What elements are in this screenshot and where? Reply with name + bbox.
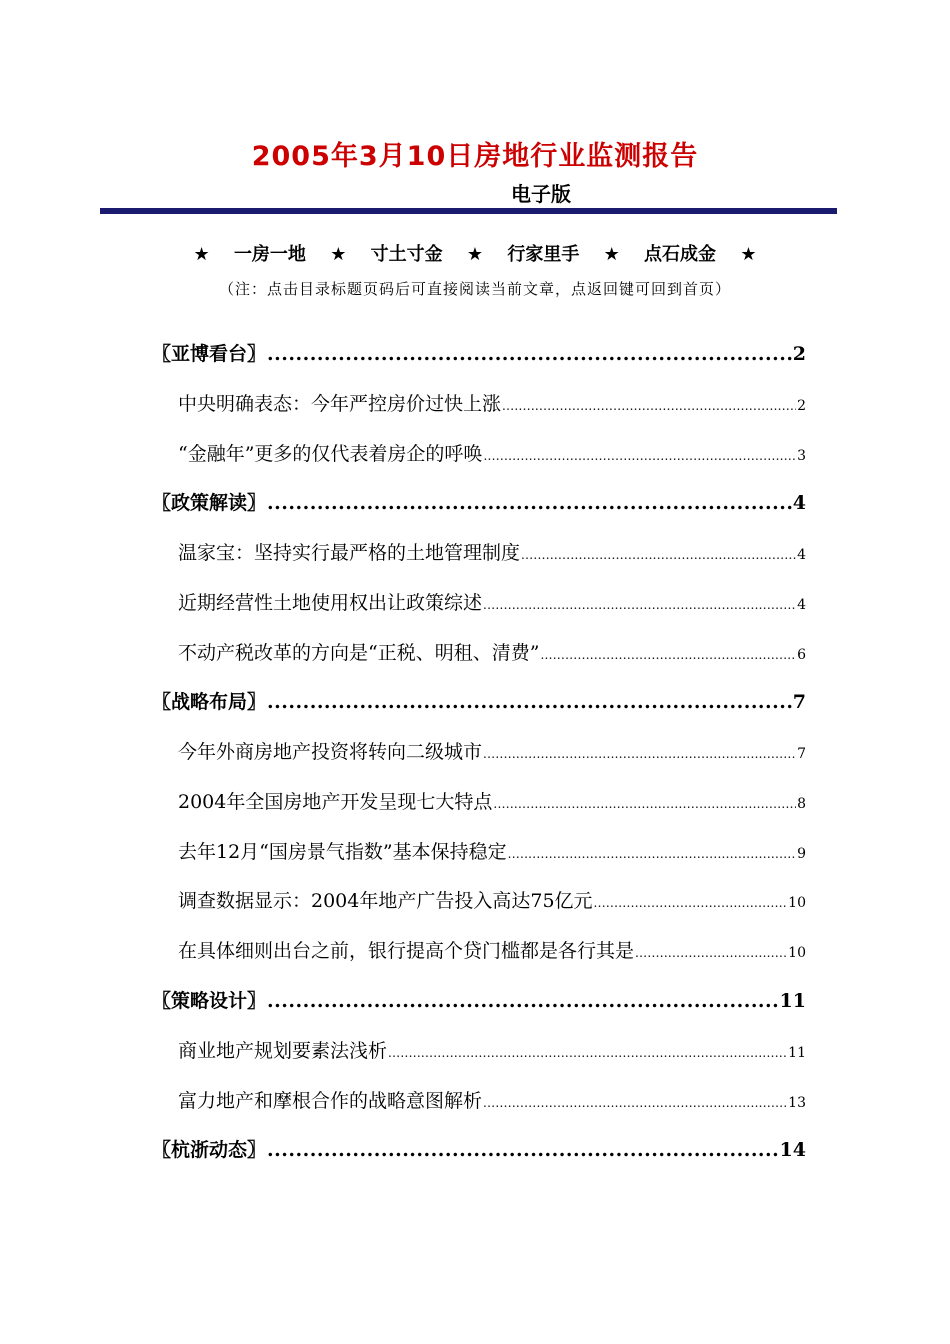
toc-label: 〖战略布局〗 bbox=[152, 691, 267, 713]
toc-page-link[interactable]: 4 bbox=[797, 547, 806, 563]
toc-article-entry[interactable] bbox=[178, 638, 806, 665]
toc-page-link[interactable]: 9 bbox=[797, 846, 806, 862]
header-divider bbox=[100, 208, 837, 214]
toc-page-link[interactable]: 2 bbox=[797, 398, 806, 414]
toc-section-entry[interactable] bbox=[152, 339, 806, 366]
toc-leader bbox=[388, 1046, 787, 1060]
toc-leader bbox=[267, 1139, 779, 1161]
toc-label: “金融年”更多的仅代表着房企的呼唤 bbox=[178, 443, 483, 465]
navigation-note: （注：点击目录标题页码后可直接阅读当前文章，点返回键可回到首页） bbox=[218, 280, 731, 298]
toc-label: 今年外商房地产投资将转向二级城市 bbox=[178, 741, 483, 763]
toc-label: 不动产税改革的方向是“正税、明租、清费” bbox=[178, 642, 540, 664]
toc-leader bbox=[483, 1096, 787, 1110]
star-icon: ★ bbox=[466, 244, 484, 265]
toc-page-link[interactable]: 14 bbox=[779, 1139, 806, 1161]
star-icon: ★ bbox=[330, 244, 347, 265]
toc-label: 〖亚博看台〗 bbox=[152, 343, 267, 365]
star-icon: ★ bbox=[603, 244, 620, 265]
toc-leader bbox=[267, 691, 792, 713]
toc-page-link[interactable]: 13 bbox=[788, 1095, 806, 1111]
toc-section-entry[interactable] bbox=[152, 986, 806, 1013]
toc-leader bbox=[540, 648, 796, 662]
toc-label: 富力地产和摩根合作的战略意图解析 bbox=[178, 1090, 483, 1112]
toc-article-entry[interactable] bbox=[178, 439, 806, 466]
toc-label: 近期经营性土地使用权出让政策综述 bbox=[178, 592, 483, 614]
motto-phrase: 行家里手 bbox=[507, 244, 580, 265]
toc-label: 在具体细则出台之前，银行提高个贷门槛都是各行其是 bbox=[178, 940, 635, 962]
toc-section-entry[interactable] bbox=[152, 488, 806, 515]
toc-article-entry[interactable] bbox=[178, 936, 806, 963]
toc-leader bbox=[267, 343, 792, 365]
motto-line bbox=[0, 240, 950, 266]
toc-section-entry[interactable] bbox=[152, 1135, 806, 1162]
star-icon: ★ bbox=[193, 244, 210, 265]
toc-label: 商业地产规划要素法浅析 bbox=[178, 1040, 388, 1062]
toc-page-link[interactable]: 2 bbox=[792, 343, 806, 365]
toc-article-entry[interactable] bbox=[178, 837, 806, 864]
toc-page-link[interactable]: 8 bbox=[797, 796, 806, 812]
toc-leader bbox=[483, 598, 796, 612]
toc-leader bbox=[483, 449, 796, 463]
toc-label: 〖策略设计〗 bbox=[152, 990, 267, 1012]
toc-article-entry[interactable] bbox=[178, 787, 806, 814]
toc-article-entry[interactable] bbox=[178, 1086, 806, 1113]
report-title: 2005年3月10日房地行业监测报告 bbox=[251, 141, 699, 172]
report-subtitle: 电子版 bbox=[511, 182, 571, 206]
toc-leader bbox=[508, 847, 796, 861]
toc-leader bbox=[594, 896, 788, 910]
toc-page-link[interactable]: 7 bbox=[792, 691, 806, 713]
toc-label: 2004年全国房地产开发呈现七大特点 bbox=[178, 791, 493, 813]
toc-leader bbox=[267, 492, 792, 514]
toc-page-link[interactable]: 4 bbox=[797, 597, 806, 613]
motto-phrase: 一房一地 bbox=[233, 244, 306, 265]
toc-page-link[interactable]: 3 bbox=[797, 448, 806, 464]
toc-page-link[interactable]: 7 bbox=[797, 746, 806, 762]
toc-leader bbox=[483, 747, 796, 761]
toc-page-link[interactable]: 10 bbox=[788, 945, 806, 961]
toc-article-entry[interactable] bbox=[178, 389, 806, 416]
toc-leader bbox=[635, 946, 787, 960]
toc-leader bbox=[267, 990, 779, 1012]
toc-leader bbox=[493, 797, 796, 811]
toc-page-link[interactable]: 11 bbox=[779, 990, 806, 1012]
toc-label: 中央明确表态：今年严控房价过快上涨 bbox=[178, 393, 502, 415]
toc-label: 去年12月“国房景气指数”基本保持稳定 bbox=[178, 841, 507, 863]
toc-page-link[interactable]: 11 bbox=[788, 1045, 806, 1061]
toc-article-entry[interactable] bbox=[178, 538, 806, 565]
toc-article-entry[interactable] bbox=[178, 588, 806, 615]
toc-article-entry[interactable] bbox=[178, 1036, 806, 1063]
toc-leader bbox=[521, 548, 796, 562]
toc-article-entry[interactable] bbox=[178, 737, 806, 764]
toc-label: 调查数据显示：2004年地产广告投入高达75亿元 bbox=[178, 890, 593, 912]
star-icon: ★ bbox=[740, 244, 757, 265]
motto-phrase: 点石成金 bbox=[644, 244, 717, 265]
toc-label: 温家宝：坚持实行最严格的土地管理制度 bbox=[178, 542, 521, 564]
toc-section-entry[interactable] bbox=[152, 687, 806, 714]
toc-label: 〖政策解读〗 bbox=[152, 492, 267, 514]
toc-article-entry[interactable] bbox=[178, 886, 806, 913]
toc-label: 〖杭浙动态〗 bbox=[152, 1139, 267, 1161]
toc-leader bbox=[502, 399, 796, 413]
toc-page-link[interactable]: 6 bbox=[797, 647, 806, 663]
toc-page-link[interactable]: 10 bbox=[788, 895, 806, 911]
motto-phrase: 寸土寸金 bbox=[370, 244, 443, 265]
toc-page-link[interactable]: 4 bbox=[792, 492, 806, 514]
